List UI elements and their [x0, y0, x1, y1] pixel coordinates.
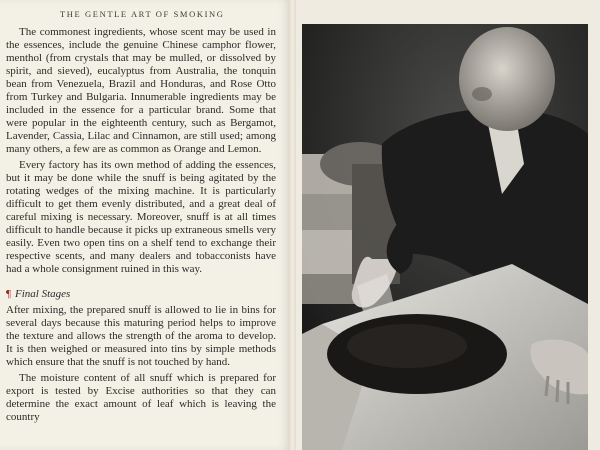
pilcrow-icon: ¶ — [6, 288, 11, 300]
section-heading — [6, 288, 276, 301]
left-page — [0, 0, 292, 450]
paragraph-moisture-content: The moisture content of all snuff which is prepared for export is tested by Excise authorities so that they can determine the exact amount of leaf which is leaving the country — [6, 372, 276, 423]
man-pouring-liquid-onto-snuff-photo — [302, 24, 588, 450]
section-title: Final Stages — [14, 288, 71, 300]
running-head: THE GENTLE ART OF SMOKING — [60, 9, 225, 19]
photo-illustration — [302, 24, 588, 450]
paragraph-after-mixing: After mixing, the prepared snuff is allowed to lie in bins for several days because this maturing period helps to improve the texture and allows the strength of the aroma to develop. It is then weighed or measured into tins by simple methods which ensure that the snuff is not touched by hand. — [6, 304, 276, 368]
body-text — [6, 26, 276, 433]
paragraph-factory-method: Every factory has its own method of adding the essences, but it may be done while the snuff is being agitated by the rotating wedges of the mixing machine. It is particularly difficult to get them evenly distributed, and a great deal of careful mixing is necessary. Moreover, snuff is at all times difficult to handle because it picks up extraneous smells very easily. Even two open tins on a shelf tend to exchange their respective scents, and many dealers and tobacconists have had a whole consignment ruined in this way. — [6, 159, 276, 275]
paragraph-ingredients: The commonest ingredients, whose scent may be used in the essences, include the genuine Chinese camphor flower, menthol (from crystals that may be mulled, or dissolved by spirit, and sieved), eucalyptus from Australia, the tonquin bean from Venezuela, Brazil and Honduras, and Rose Otto from Turkey and Bulgaria. Innumerable ingredients may be included in the essence for a particular brand. Some that were popular in the eighteenth century, such as Bergamot, Lavender, Cassia, Lilac and Cinnamon, are still used; among many others, a few are as common as Orange and Lemon. — [6, 26, 276, 155]
cut-off-line — [6, 427, 276, 433]
